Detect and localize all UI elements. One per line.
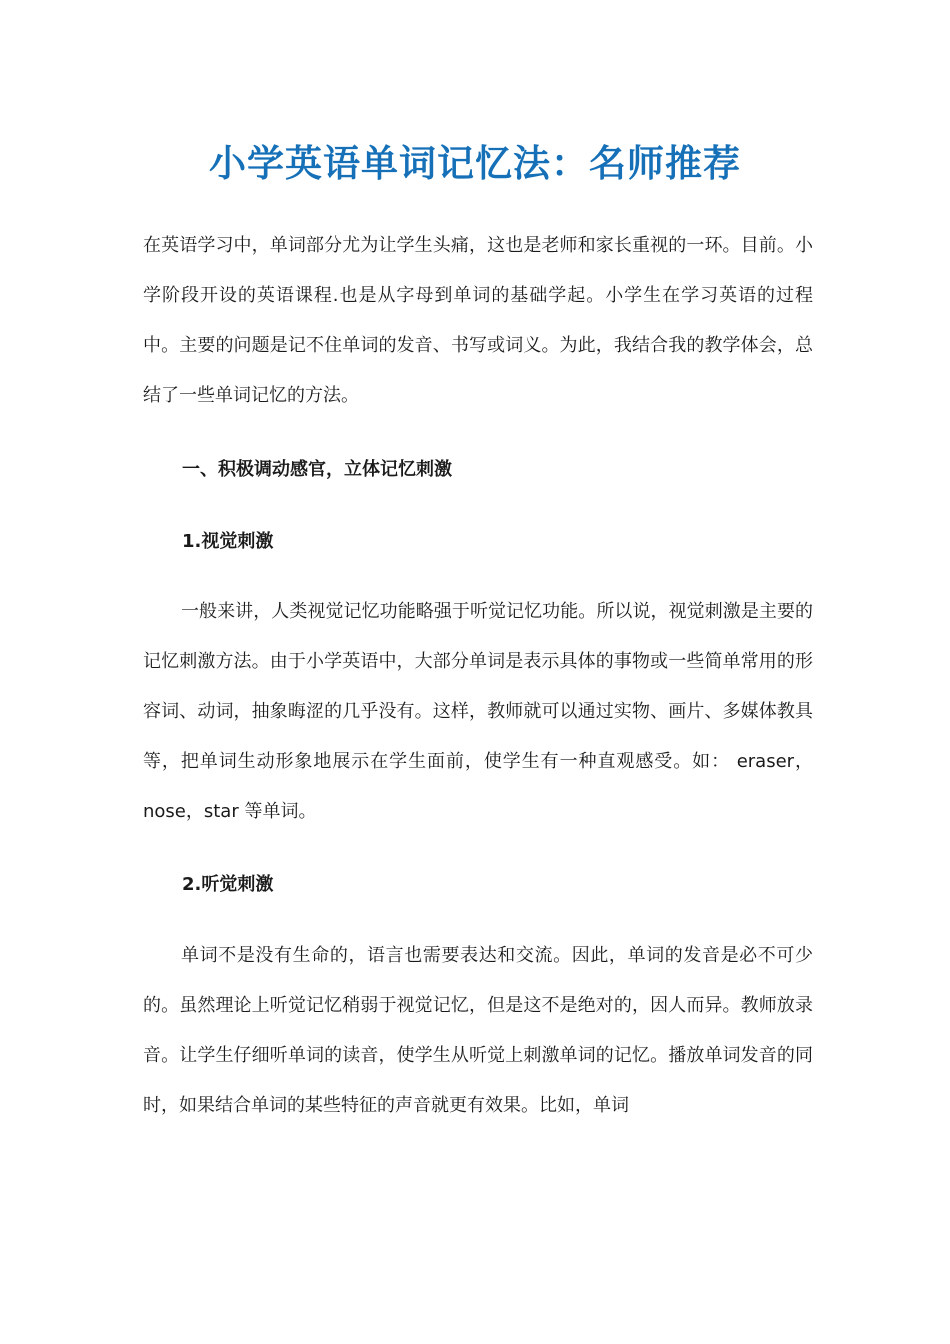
section-heading: 一、积极调动感官，立体记忆刺激 xyxy=(182,459,452,480)
visual-paragraph: 一般来讲，人类视觉记忆功能略强于听觉记忆功能。所以说，视觉刺激是主要的记忆刺激方法。由于小学英语中，大部分单词是表示具体的事物或一些简单常用的形容词、动词，抽象晦涩的几乎没有。这样，教师就可以通过实物、画片、多媒体教具等，把单词生动形象地展示在学生面前，使学生有一种直观感受。如： eraser， nose，star 等单词。 xyxy=(143,601,813,822)
document-title: 小学英语单词记忆法：名师推荐 xyxy=(209,142,741,185)
subsection-heading-visual: 1.视觉刺激 xyxy=(182,531,274,552)
auditory-paragraph: 单词不是没有生命的，语言也需要表达和交流。因此，单词的发音是必不可少的。虽然理论上听觉记忆稍弱于视觉记忆，但是这不是绝对的，因人而异。教师放录音。让学生仔细听单词的读音，使学生从听觉上刺激单词的记忆。播放单词发音的同时，如果结合单词的某些特征的声音就更有效果。比如，单词 xyxy=(143,945,813,1116)
intro-paragraph: 在英语学习中，单词部分尤为让学生头痛，这也是老师和家长重视的一环。目前。小学阶段开设的英语课程.也是从字母到单词的基础学起。小学生在学习英语的过程中。主要的问题是记不住单词的发音、书写或词义。为此，我结合我的教学体会，总结了一些单词记忆的方法。 xyxy=(143,235,813,406)
subsection-heading-auditory: 2.听觉刺激 xyxy=(182,874,274,895)
